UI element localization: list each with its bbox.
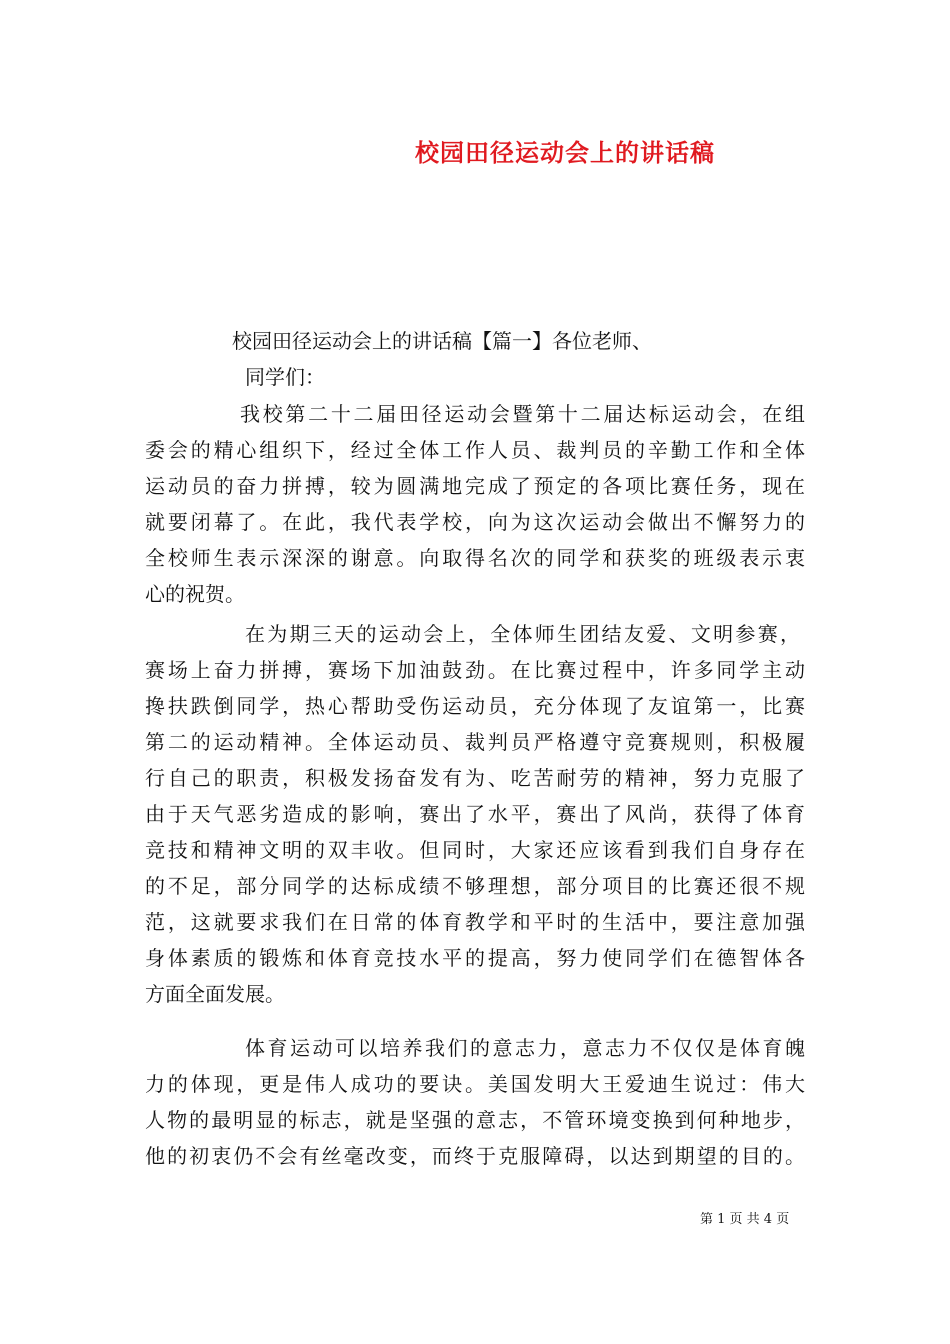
paragraph-line: 心的祝贺。 xyxy=(145,582,245,606)
paragraph-line: 体育运动可以培养我们的意志力，意志力不仅仅是体育魄 xyxy=(245,1036,805,1060)
paragraph-line: 竞技和精神文明的双丰收。但同时，大家还应该看到我们自身存在 xyxy=(145,838,805,862)
page-footer: 第 1 页 共 4 页 xyxy=(700,1212,790,1227)
paragraph-line: 由于天气恶劣造成的影响，赛出了水平，赛出了风尚，获得了体育 xyxy=(145,802,805,826)
intro-line-1: 校园田径运动会上的讲话稿【篇一】各位老师、 xyxy=(232,329,652,353)
paragraph-line: 行自己的职责，积极发扬奋发有为、吃苦耐劳的精神，努力克服了 xyxy=(145,766,805,790)
paragraph-line: 第二的运动精神。全体运动员、裁判员严格遵守竞赛规则，积极履 xyxy=(145,730,805,754)
paragraph-line: 就要闭幕了。在此，我代表学校，向为这次运动会做出不懈努力的 xyxy=(145,510,805,534)
paragraph-line: 范，这就要求我们在日常的体育教学和平时的生活中，要注意加强 xyxy=(145,910,805,934)
paragraph-line: 赛场上奋力拼搏，赛场下加油鼓劲。在比赛过程中，许多同学主动 xyxy=(145,658,805,682)
paragraph-line: 运动员的奋力拼搏，较为圆满地完成了预定的各项比赛任务，现在 xyxy=(145,474,805,498)
paragraph-line: 委会的精心组织下，经过全体工作人员、裁判员的辛勤工作和全体 xyxy=(145,438,805,462)
paragraph-line: 在为期三天的运动会上，全体师生团结友爱、文明参赛， xyxy=(245,622,800,646)
paragraph-line: 的不足，部分同学的达标成绩不够理想，部分项目的比赛还很不规 xyxy=(145,874,805,898)
paragraph-line: 全校师生表示深深的谢意。向取得名次的同学和获奖的班级表示衷 xyxy=(145,546,805,570)
paragraph-line: 搀扶跌倒同学，热心帮助受伤运动员，充分体现了友谊第一，比赛 xyxy=(145,694,805,718)
paragraph-line: 方面全面发展。 xyxy=(145,982,285,1006)
paragraph-line: 我校第二十二届田径运动会暨第十二届达标运动会，在组 xyxy=(240,402,805,426)
page-title: 校园田径运动会上的讲话稿 xyxy=(415,138,715,167)
paragraph-line: 力的体现，更是伟人成功的要诀。美国发明大王爱迪生说过：伟大 xyxy=(145,1072,805,1096)
paragraph-line: 人物的最明显的标志，就是坚强的意志，不管环境变换到何种地步， xyxy=(145,1108,805,1132)
intro-line-2: 同学们： xyxy=(245,365,325,389)
paragraph-line: 身体素质的锻炼和体育竞技水平的提高，努力使同学们在德智体各 xyxy=(145,946,805,970)
paragraph-line: 他的初衷仍不会有丝毫改变，而终于克服障碍，以达到期望的目的。 xyxy=(145,1144,805,1168)
